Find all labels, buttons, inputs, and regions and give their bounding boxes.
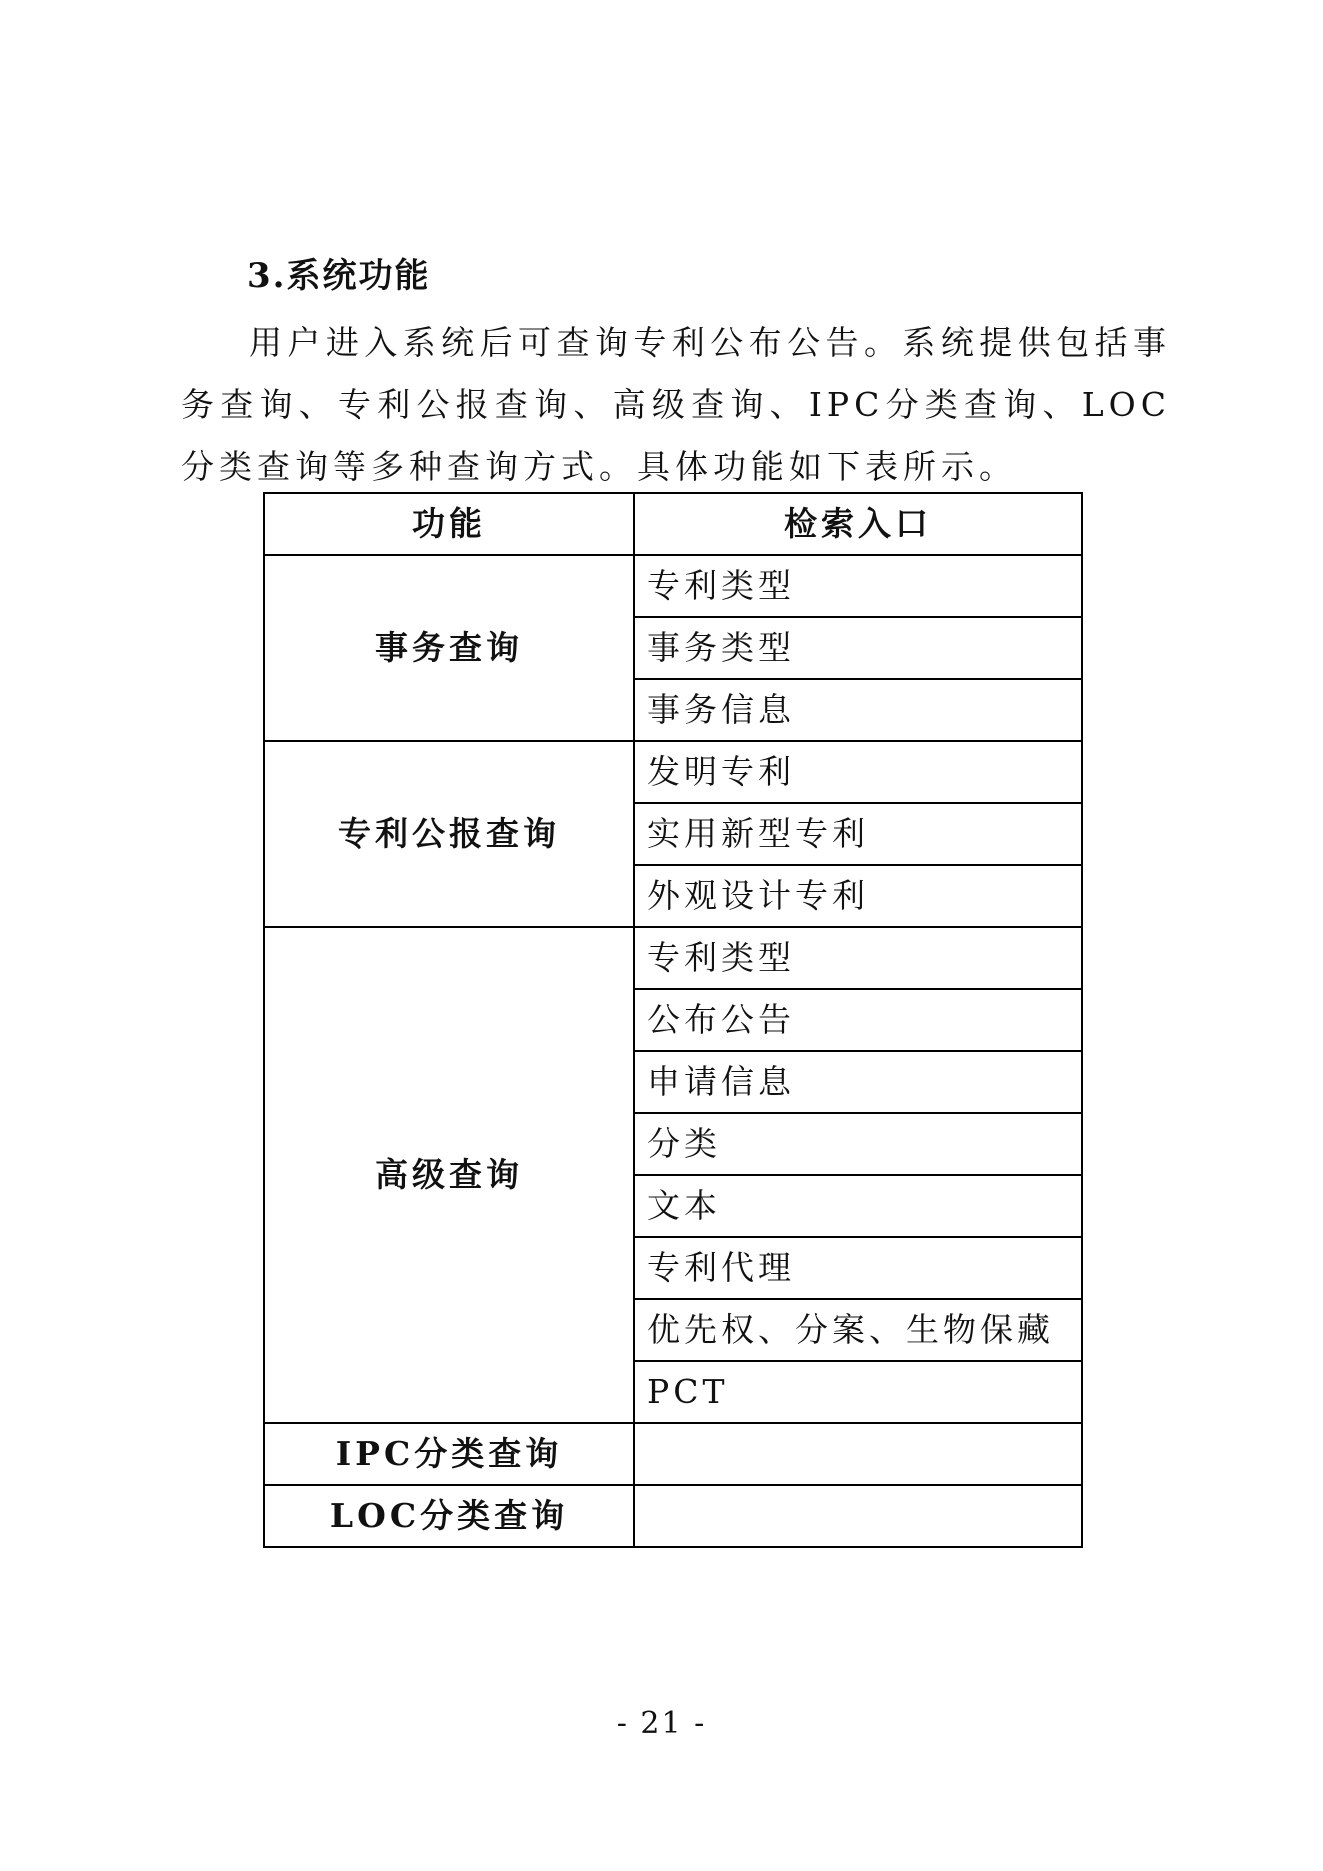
table-row [264, 927, 1082, 989]
entry-cell: 发明专利 [634, 741, 1082, 803]
function-cell-gazette-query: 专利公报查询 [264, 741, 634, 927]
entry-cell: PCT [634, 1361, 1082, 1423]
entry-cell: 文本 [634, 1175, 1082, 1237]
entry-cell-empty [634, 1485, 1082, 1547]
function-cell-loc-query: LOC分类查询 [264, 1485, 634, 1547]
function-cell-advanced-query: 高级查询 [264, 927, 634, 1423]
function-cell-ipc-query: IPC分类查询 [264, 1423, 634, 1485]
intro-paragraph: 用户进入系统后可查询专利公布公告。系统提供包括事务查询、专利公报查询、高级查询、IPC分类查询、LOC分类查询等多种查询方式。具体功能如下表所示。 [181, 323, 1171, 486]
section-heading: 3.系统功能 [247, 256, 431, 296]
entry-cell: 实用新型专利 [634, 803, 1082, 865]
entry-cell: 专利类型 [634, 555, 1082, 617]
header-entry: 检索入口 [634, 493, 1082, 555]
entry-cell: 公布公告 [634, 989, 1082, 1051]
entry-cell: 事务类型 [634, 617, 1082, 679]
function-cell-affairs-query: 事务查询 [264, 555, 634, 741]
table-row [264, 741, 1082, 803]
entry-cell: 专利类型 [634, 927, 1082, 989]
table-header-row [264, 493, 1082, 555]
table-row [264, 555, 1082, 617]
entry-cell: 分类 [634, 1113, 1082, 1175]
table-row [264, 1423, 1082, 1485]
entry-cell: 外观设计专利 [634, 865, 1082, 927]
entry-cell: 优先权、分案、生物保藏 [634, 1299, 1082, 1361]
table-row [264, 1485, 1082, 1547]
header-function: 功能 [264, 493, 634, 555]
page-number: - 21 - [616, 1706, 707, 1741]
entry-cell: 申请信息 [634, 1051, 1082, 1113]
entry-cell: 事务信息 [634, 679, 1082, 741]
entry-cell-empty [634, 1423, 1082, 1485]
function-table [263, 492, 1083, 1548]
entry-cell: 专利代理 [634, 1237, 1082, 1299]
